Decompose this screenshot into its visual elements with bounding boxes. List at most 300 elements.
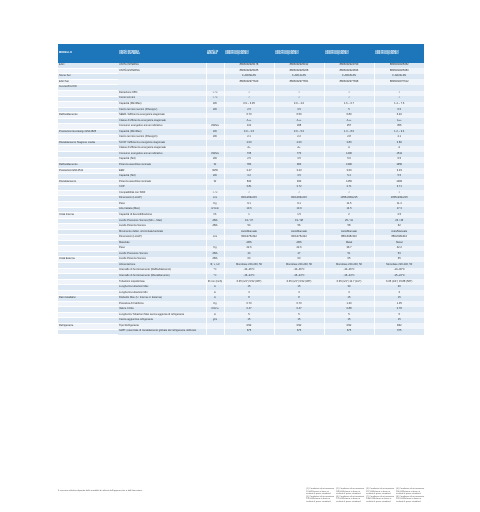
footnote-col-1 [306, 488, 335, 503]
value-cell: 15 [324, 296, 374, 302]
value-cell: 3.80 [324, 140, 374, 146]
value-cell: 8806092925208 [274, 68, 324, 74]
category-cell: Prestazioni EN14511 [58, 168, 118, 174]
value-cell: 6.5 [374, 157, 424, 163]
value-cell: 820x299x215 [274, 196, 324, 202]
parameter-cell: Livello Potenza Sonora [118, 224, 206, 230]
value-cell: 2.1 [224, 135, 274, 141]
parameter-cell: Dimensioni (LxAxP) [118, 235, 206, 241]
parameter-cell: Livello Pressione Sonora [118, 251, 206, 257]
value-cell: 1.6 ~ 6.7 [324, 102, 374, 108]
unit-cell: √ / x [206, 190, 224, 196]
value-cell: 11.5 [324, 201, 374, 207]
value-cell: 10.6 [224, 207, 274, 213]
value-cell: 940 [274, 179, 324, 185]
footnote-3: (3) Condizioni di misurazione 257 kWh/anno in base ai risultati di prove standard. [366, 488, 395, 496]
value-cell: 1.5 [274, 213, 324, 219]
unit-cell: √ / x [206, 96, 224, 102]
value-cell: F-AR12LZN [274, 74, 324, 80]
parameter-cell: COP [118, 185, 206, 191]
unit-cell: kW [206, 129, 224, 135]
value-cell: 56 [274, 224, 324, 230]
value-cell: 0.9 ~ 4.5 [224, 129, 274, 135]
value-cell: 0.47 [224, 307, 274, 313]
value-cell: 675 [274, 329, 324, 335]
parameter-cell: Potenza assorbita nominale [118, 163, 206, 169]
value-cell: √ [274, 96, 324, 102]
value-cell: 22.6 [224, 246, 274, 252]
value-cell: F-AR24LZN [374, 74, 424, 80]
value-cell: 1 [224, 213, 274, 219]
value-cell: -10~46°C [324, 268, 374, 274]
value-cell: 8806092925383 [374, 68, 424, 74]
value-cell: 26 / 45 [374, 218, 424, 224]
value-cell: 25 / 41 [324, 218, 374, 224]
parameter-cell: Precarica di Fabbrica [118, 301, 206, 307]
parameter-cell: Alimentazione [118, 262, 206, 268]
category-cell: Raffreddamento [58, 163, 118, 169]
table-row [58, 329, 424, 335]
value-cell: 9.1 [274, 201, 324, 207]
value-cell: 2 [324, 213, 374, 219]
value-cell: 8806092925192 [274, 63, 324, 69]
parameter-cell: Capacità di deumidificazione [118, 213, 206, 219]
unit-cell: mm [206, 235, 224, 241]
value-cell: √ [324, 91, 374, 97]
parameter-cell: Livello Potenza Sonora [118, 257, 206, 263]
value-cell: 15 [324, 318, 374, 324]
value-cell: 1.3 ~ 8.0 [324, 129, 374, 135]
value-cell: 5.5 [374, 174, 424, 180]
value-cell: A++ [274, 118, 324, 124]
value-cell: 1.4 ~ 7.6 [374, 102, 424, 108]
value-cell: 5.0 [324, 157, 374, 163]
header-model-4: AR24TXHQASINEU AR24TXHQASIXEU [374, 44, 424, 63]
value-cell: 0.70 [274, 301, 324, 307]
value-cell: 6.5 [374, 107, 424, 113]
value-cell: 131 [224, 124, 274, 130]
parameter-cell: Classe d'efficienza energetica stagionale [118, 118, 206, 124]
value-cell: 3.71 [374, 185, 424, 191]
value-cell: Auto/Manuale [274, 229, 324, 235]
parameter-cell: Lunghezza tubazioni Min [118, 290, 206, 296]
category-cell: Riscaldamento [58, 179, 118, 185]
value-cell: R32 [274, 323, 324, 329]
parameter-cell: Carico termico teorico (Pdesignh) [118, 135, 206, 141]
value-cell: A++ [374, 118, 424, 124]
parameter-cell: Livello Pressione Sonora (Min ~ Max) [118, 218, 206, 224]
category-cell: Refrigerante [58, 323, 118, 329]
unit-cell: kWh/a [206, 124, 224, 130]
value-cell: ABS [224, 240, 274, 246]
value-cell: 2.8 [324, 135, 374, 141]
value-cell: 30 [374, 285, 424, 291]
unit-cell: W/W [206, 168, 224, 174]
parameter-cell: UNITÀ INTERNA [118, 63, 206, 69]
value-cell: 0.78 [374, 307, 424, 313]
parameter-cell: Peso [118, 246, 206, 252]
parameter-cell: Conto termico [118, 96, 206, 102]
parameter-cell: Lunghezza Tubazioni Max senza aggiunta di refrigerante [118, 312, 206, 318]
value-cell: -15~24°C [374, 274, 424, 280]
value-cell: 30 [324, 285, 374, 291]
header-model-3: AR18TXHQASINEU AR18TXHQASIXEU [324, 44, 374, 63]
value-cell: 15 [274, 318, 324, 324]
value-cell: 3 [224, 290, 274, 296]
value-cell: 1390 [324, 163, 374, 169]
value-cell: √ [274, 190, 324, 196]
parameter-cell: Intervallo di funzionamento (Raffreddamento) [118, 268, 206, 274]
value-cell: 820x299x215 [224, 196, 274, 202]
footnote-4: (4) Condizioni di misurazione 356 kWh/anno in base ai risultati di prove standard. [396, 488, 425, 496]
value-cell: 62 [374, 224, 424, 230]
unit-cell: CO2 e [206, 307, 224, 313]
footnote-5: (5) Condizioni di misurazione 735 kWh/anno in base ai risultati di prove standard. [306, 495, 335, 503]
unit-cell: dBA [206, 251, 224, 257]
value-cell: 1.30 [324, 301, 374, 307]
unit-cell: m [206, 312, 224, 318]
value-cell: Monofase 220-240, 50 [374, 262, 424, 268]
parameter-cell: Capacità (Min/Max) [118, 102, 206, 108]
value-cell: 19 / 37 [224, 218, 274, 224]
value-cell: 53 [374, 251, 424, 257]
footnote-7: (7) Condizioni di misurazione 1400 kWh/anno in base ai risultati di prove standard. [366, 495, 395, 503]
unit-cell: W [206, 163, 224, 169]
value-cell: 0.88 [324, 307, 374, 313]
value-cell: Auto/Manuale [324, 229, 374, 235]
value-cell: √ [224, 190, 274, 196]
unit-cell: √ / x [206, 91, 224, 97]
header-modello: MODELLO [58, 44, 118, 63]
value-cell: 8806092924799 [324, 63, 374, 69]
value-cell: 0.9 ~ 4.0 [274, 102, 324, 108]
value-cell: 22.6 [274, 246, 324, 252]
value-cell: Monofase 220-240, 50 [324, 262, 374, 268]
value-cell: √ [374, 91, 424, 97]
unit-cell: dBA [206, 224, 224, 230]
value-cell: 5 [374, 312, 424, 318]
value-cell: 4.00 [274, 140, 324, 146]
value-cell: -10~46°C [274, 268, 324, 274]
footnote-1: (1) Condizioni di misurazione 19 kWh/anno in base ai risultati di prove standard. [306, 488, 335, 496]
value-cell: √ [324, 190, 374, 196]
value-cell: 14.5 [324, 207, 374, 213]
value-cell: -15~24°C [274, 274, 324, 280]
unit-cell: kW [206, 157, 224, 163]
unit-cell: g/m [206, 318, 224, 324]
value-cell: A [324, 146, 374, 152]
value-cell: 3.2 [224, 174, 274, 180]
footnote: Il consumo effettivo dipende dalle modalità di utilizzo dell'apparecchio e dall'ubicazione. [58, 490, 143, 492]
value-cell: 54 [224, 224, 274, 230]
unit-cell: kW [206, 135, 224, 141]
value-cell: 8806092925185 [224, 68, 274, 74]
parameter-cell: Detrazione 65% [118, 91, 206, 97]
value-cell: 660x475x242 [274, 235, 324, 241]
unit-cell: °C [206, 268, 224, 274]
value-cell: Monofase 220-240, 50 [274, 262, 324, 268]
unit-cell: mm [206, 196, 224, 202]
value-cell: 3.81 [224, 185, 274, 191]
value-cell: 8806092925178 [224, 63, 274, 69]
parameter-cell: Tipo Refrigerante [118, 323, 206, 329]
unit-cell: dBA [206, 218, 224, 224]
value-cell: 6.80 [324, 113, 374, 119]
value-cell: 3.60 [324, 168, 374, 174]
value-cell: 39.7 [324, 246, 374, 252]
value-cell: 19 / 38 [274, 218, 324, 224]
footnote-col-3 [366, 488, 395, 503]
parameter-cell: Intervallo di funzionamento (Riscaldamento) [118, 274, 206, 280]
value-cell: 0.70 [224, 301, 274, 307]
value-cell: 6.70 [224, 113, 274, 119]
spec-table [58, 44, 424, 335]
category-cell: EAN Set [58, 79, 118, 85]
parameter-cell: Potenza assorbita nominale [118, 179, 206, 185]
unit-cell: Kg [206, 246, 224, 252]
value-cell: 15 [274, 285, 324, 291]
value-cell: 15 [224, 318, 274, 324]
category-cell: Dati installativi [58, 296, 118, 302]
value-cell: Auto/Manuale [374, 229, 424, 235]
category-cell: Nome Set [58, 74, 118, 80]
header-model-2: AR12TXHQASINEU AR12TXHQASIXEU [274, 44, 324, 63]
value-cell: 8806092924836 [324, 68, 374, 74]
parameter-cell: Capacità (Min/Max) [118, 129, 206, 135]
parameter-cell: Aria trattata (Max) [118, 207, 206, 213]
value-cell: 735 [224, 152, 274, 158]
value-cell: √ [224, 96, 274, 102]
value-cell: 3.71 [324, 185, 374, 191]
value-cell: 3.23 [274, 168, 324, 174]
value-cell: 47 [274, 251, 324, 257]
value-cell: 6.35 (1/4") 9.52 (3/8") [274, 279, 324, 285]
value-cell: 8806092977698 [324, 79, 374, 85]
value-cell: 5 [274, 312, 324, 318]
unit-cell: m [206, 296, 224, 302]
parameter-cell: Dislivello Max (U. Interna-U. Esterna) [118, 296, 206, 302]
value-cell: 0.9 ~ 3.35 [224, 102, 274, 108]
parameter-cell: Peso [118, 201, 206, 207]
value-cell: 3.47 [224, 168, 274, 174]
parameter-cell: Consumo energetico annuo indicativo [118, 152, 206, 158]
category-cell: Unità Esterna [58, 257, 118, 263]
value-cell: 3.5 [274, 107, 324, 113]
value-cell: 1.2 ~ 9.4 [374, 129, 424, 135]
parameter-cell: Tubazioni Liquido/Gas [118, 279, 206, 285]
value-cell: 15 [374, 296, 424, 302]
unit-cell: m [206, 290, 224, 296]
parameter-cell: Lunghezza tubazioni Max [118, 285, 206, 291]
parameter-cell: Compatibilità con SWF [118, 190, 206, 196]
unit-cell: W [206, 179, 224, 185]
value-cell: 8806092977651 [274, 79, 324, 85]
value-cell: 6.35 (1/4") 12.7 (1/2") [324, 279, 374, 285]
unit-cell: kW [206, 174, 224, 180]
category-cell: Raffreddamento [58, 113, 118, 119]
value-cell: -10~46°C [374, 268, 424, 274]
value-cell: A++ [324, 118, 374, 124]
spec-sheet [58, 44, 424, 335]
value-cell: 880x638x310 [324, 235, 374, 241]
value-cell: 5.4 [324, 174, 374, 180]
parameter-cell: Classe d'efficienza energetica stagionale [118, 146, 206, 152]
parameter-cell: Consumo energetico annuo indicativo [118, 124, 206, 130]
value-cell: 3.5 [274, 174, 324, 180]
category-cell: Prestazioni Ecodesign EN14825 [58, 129, 118, 135]
parameter-cell: Carico termico teorico (Pdesignc) [118, 107, 206, 113]
value-cell: 3.33 [374, 168, 424, 174]
value-cell: A+ [224, 146, 274, 152]
value-cell: √ [324, 96, 374, 102]
parameter-cell: Dimensioni (LxAxP) [118, 196, 206, 202]
value-cell: 1456 [324, 179, 374, 185]
value-cell: 3.80 [374, 140, 424, 146]
unit-cell: Kg [206, 201, 224, 207]
value-cell: 2.2 [274, 135, 324, 141]
value-cell: 65 [374, 257, 424, 263]
unit-cell: °C [206, 274, 224, 280]
value-cell: 3.5 [274, 157, 324, 163]
footnote-col-2 [336, 488, 365, 503]
unit-cell: kWh/a [206, 152, 224, 158]
value-cell: 3 [374, 290, 424, 296]
unit-cell: kW [206, 102, 224, 108]
value-cell: 17.3 [374, 207, 424, 213]
category-cell: Riscaldamento Stagione media [58, 140, 118, 146]
value-cell: 1511 [374, 152, 424, 158]
value-cell: 44 [224, 251, 274, 257]
value-cell: 11.4 [374, 201, 424, 207]
value-cell: 42.2 [374, 246, 424, 252]
value-cell: A++ [224, 118, 274, 124]
value-cell: A+ [274, 146, 324, 152]
footnote-6: (6) Condizioni di misurazione 770 kWh/anno in base ai risultati di prove standard. [336, 495, 365, 503]
value-cell: 188 [274, 124, 324, 130]
value-cell: 8806092925352 [374, 63, 424, 69]
value-cell: √ [274, 91, 324, 97]
value-cell: 51 [324, 251, 374, 257]
value-cell: √ [374, 190, 424, 196]
value-cell: 3 [324, 290, 374, 296]
footnote-col-4 [396, 488, 425, 503]
header-model-1: AR09TXHQASINEU AR09TXHQASIXEU [224, 44, 274, 63]
value-cell: 2.5 [374, 213, 424, 219]
value-cell: 8806092977612 [374, 79, 424, 85]
value-cell: R32 [374, 323, 424, 329]
unit-cell: Φ mm (inch) [206, 279, 224, 285]
value-cell: 1055x299x215 [324, 196, 374, 202]
value-cell: F-AR18LZN [324, 74, 374, 80]
value-cell: 1400 [324, 152, 374, 158]
header-row [58, 44, 424, 63]
unit-cell: m³/min [206, 207, 224, 213]
category-cell: Inverter/Fix/ON [58, 85, 118, 91]
value-cell: 8 [274, 296, 324, 302]
parameter-cell: Carica aggiuntiva refrigerante [118, 318, 206, 324]
value-cell: 257 [324, 124, 374, 130]
value-cell: 6.35 (1/4") 15.88 (5/8") [374, 279, 424, 285]
value-cell: 3.72 [274, 185, 324, 191]
value-cell: 675 [374, 329, 424, 335]
value-cell: 4.1 [374, 135, 424, 141]
value-cell: -15~24°C [224, 274, 274, 280]
value-cell: R32 [224, 323, 274, 329]
unit-cell: Kg [206, 301, 224, 307]
parameter-cell: Capacità (Std) [118, 157, 206, 163]
parameter-cell: UNITÀ ESTERNA [118, 68, 206, 74]
value-cell: Metal [374, 240, 424, 246]
parameter-cell: SEER / Efficienza energetica stagionale [118, 113, 206, 119]
value-cell: 65 [324, 257, 374, 263]
value-cell: Metal [324, 240, 374, 246]
unit-cell: kW [206, 107, 224, 113]
parameter-cell: Materiale [118, 240, 206, 246]
value-cell: 1055x299x215 [374, 196, 424, 202]
footnote-2: (2) Condizioni di misurazione 188 kWh/anno in base ai risultati di prove standard. [336, 488, 365, 496]
value-cell: Monofase 220-240, 50 [224, 262, 274, 268]
parameter-cell: Capacità (Std) [118, 174, 206, 180]
value-cell: -15~24°C [324, 274, 374, 280]
unit-cell: Φ, ν, Hz [206, 262, 224, 268]
value-cell: 3 [274, 290, 324, 296]
value-cell: 675 [224, 329, 274, 335]
value-cell: 6.35 (1/4") 9.52 (3/8") [224, 279, 274, 285]
unit-cell: m [206, 285, 224, 291]
value-cell: 1482 [374, 179, 424, 185]
header-unita: UNITÀ INTERNA UNITÀ ESTERNA [118, 44, 206, 63]
value-cell: 6.40 [374, 113, 424, 119]
value-cell: 63 [274, 257, 324, 263]
parameter-cell: Movimento deflet. orizzontale/verticale [118, 229, 206, 235]
value-cell: 4.00 [224, 140, 274, 146]
value-cell: 6.50 [274, 113, 324, 119]
value-cell: 9.1 [224, 201, 274, 207]
parameter-cell: EER [118, 168, 206, 174]
value-cell: 10.9 [274, 207, 324, 213]
value-cell: 675 [324, 329, 374, 335]
parameter-cell: GWP: potenziale di riscaldamento globale del refrigerante utilizzato [118, 329, 206, 335]
value-cell: 63 [224, 257, 274, 263]
value-cell: 660x475x242 [224, 235, 274, 241]
value-cell: R32 [324, 323, 374, 329]
value-cell: 15 [374, 318, 424, 324]
value-cell: 8806092977629 [224, 79, 274, 85]
parameter-cell: SCOP / Efficienza energetica stagionale [118, 140, 206, 146]
value-cell: 780 [224, 163, 274, 169]
value-cell: 880x638x310 [374, 235, 424, 241]
value-cell: 2.5 [224, 107, 274, 113]
parameter-cell: Valore CO2e [118, 307, 206, 313]
value-cell: F-AR09LZN [224, 74, 274, 80]
category-cell [58, 329, 118, 335]
value-cell: 5 [324, 312, 374, 318]
value-cell: √ [224, 91, 274, 97]
footnote-8: (8) Condizioni di misurazione 1511 kWh/anno in base ai risultati di prove standard. [396, 495, 425, 503]
value-cell: 15 [224, 285, 274, 291]
value-cell: 356 [374, 124, 424, 130]
value-cell: 840 [224, 179, 274, 185]
header-misura: UNITÀ DI MISURA [206, 44, 224, 63]
unit-cell: l/h [206, 213, 224, 219]
value-cell: 1950 [374, 163, 424, 169]
value-cell: 5 [324, 107, 374, 113]
value-cell: 0.9 ~ 5.0 [274, 129, 324, 135]
value-cell: 770 [274, 152, 324, 158]
value-cell: A [374, 146, 424, 152]
value-cell: Auto/Manuale [224, 229, 274, 235]
value-cell: 58 [324, 224, 374, 230]
